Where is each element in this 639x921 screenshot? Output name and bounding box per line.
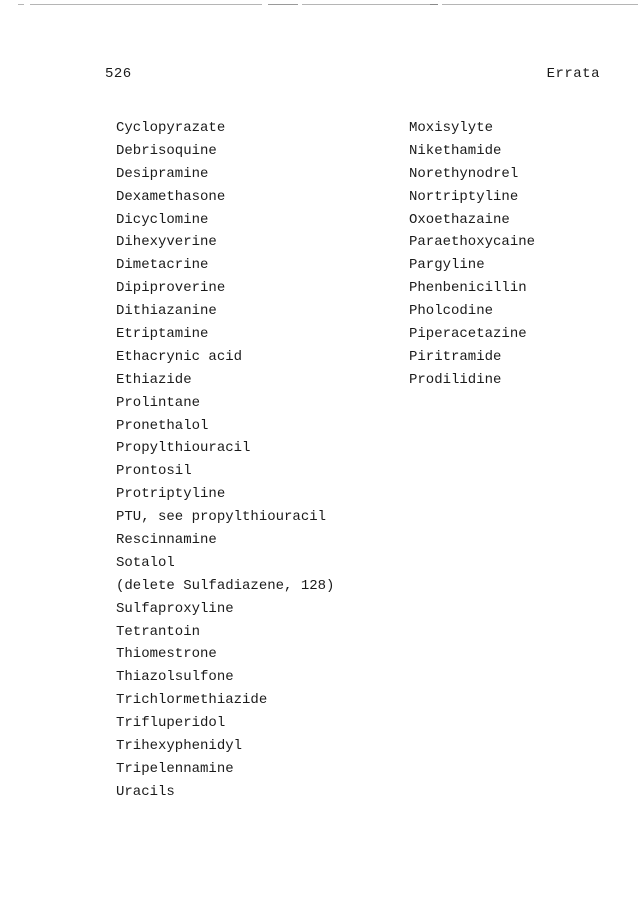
list-item: Ethacrynic acid (116, 348, 243, 365)
scan-edge-line (302, 4, 430, 5)
list-item: Dimetacrine (116, 257, 209, 274)
list-item: Moxisylyte (409, 120, 494, 136)
scan-edge-line (18, 4, 24, 5)
list-item: Nikethamide (409, 142, 502, 159)
list-item: Trifluperidol (116, 715, 226, 732)
list-item: (delete Sulfadiazene, 128) (116, 577, 335, 594)
list-item: Pholcodine (409, 303, 494, 320)
list-item: Uracils (116, 783, 175, 800)
list-item: Etriptamine (116, 326, 209, 343)
list-item: Piperacetazine (409, 326, 527, 343)
list-item: Nortriptyline (409, 188, 519, 205)
list-item: Desipramine (116, 165, 209, 182)
list-item: Thiazolsulfone (116, 669, 234, 686)
scan-edge-line (430, 4, 438, 5)
list-item: Pronethalol (116, 417, 209, 434)
list-item: Trichlormethiazide (116, 692, 268, 709)
list-item: Dicyclomine (116, 211, 209, 228)
right-column-list (409, 117, 535, 392)
list-item: Thiomestrone (116, 646, 217, 663)
list-item: Cyclopyrazate (116, 120, 226, 136)
page-number: 526 (105, 66, 132, 82)
list-item: Ethiazide (116, 371, 192, 388)
left-column-list (116, 117, 334, 804)
list-item: Protriptyline (116, 486, 226, 503)
list-item: Tetrantoin (116, 623, 201, 640)
list-item: Tripelennamine (116, 760, 234, 777)
list-item: Sulfaproxyline (116, 600, 234, 617)
list-item: Dihexyverine (116, 234, 217, 251)
scan-edge-line (30, 4, 262, 5)
list-item: Dithiazanine (116, 303, 217, 320)
list-item: PTU, see propylthiouracil (116, 509, 327, 526)
list-item: Propylthiouracil (116, 440, 251, 457)
list-item: Prolintane (116, 394, 201, 411)
list-item: Pargyline (409, 257, 485, 274)
list-item: Norethynodrel (409, 165, 519, 182)
list-item: Paraethoxycaine (409, 234, 536, 251)
list-item: Phenbenicillin (409, 280, 527, 297)
list-item: Sotalol (116, 554, 175, 571)
list-item: Dexamethasone (116, 188, 226, 205)
scan-edge-line (268, 4, 298, 5)
list-item: Rescinnamine (116, 532, 217, 549)
list-item: Piritramide (409, 348, 502, 365)
list-item: Prontosil (116, 463, 192, 480)
list-item: Debrisoquine (116, 142, 217, 159)
scan-edge-line (442, 4, 638, 5)
running-head: Errata (546, 66, 600, 82)
list-item: Oxoethazaine (409, 211, 510, 228)
list-item: Trihexyphenidyl (116, 738, 243, 755)
list-item: Prodilidine (409, 371, 502, 388)
list-item: Dipiproverine (116, 280, 226, 297)
